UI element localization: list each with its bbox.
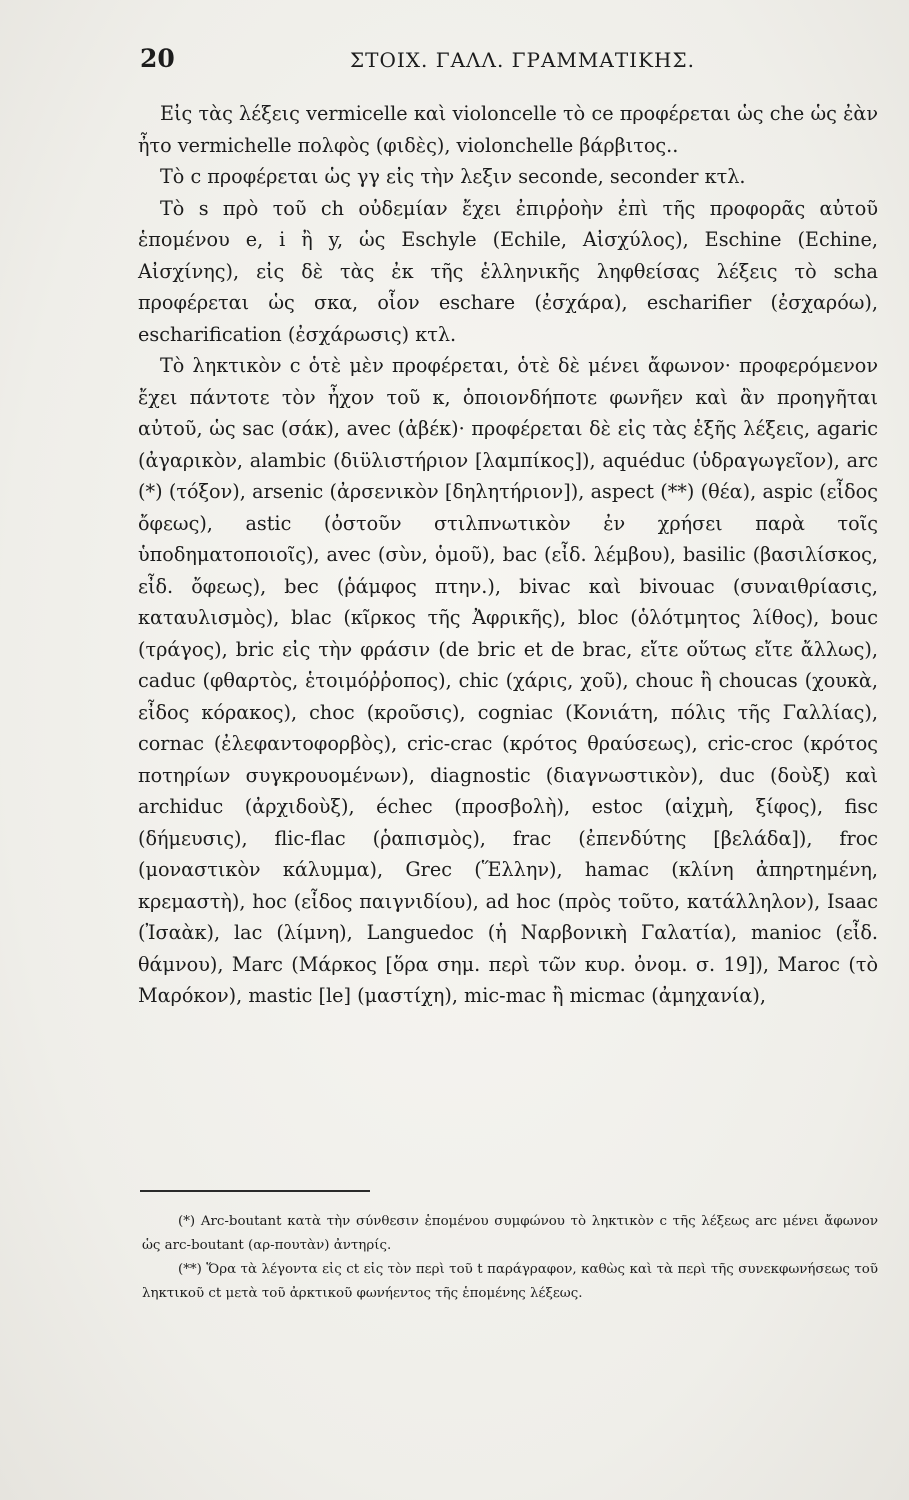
page-header [140, 44, 880, 84]
footnote-rule [140, 1190, 370, 1192]
page-number: 20 [140, 44, 175, 73]
paragraph: Εἰς τὰς λέξεις vermicelle καὶ violoncelle τὸ ce προφέρεται ὡς che ὡς ἐὰν ἦτο vermichelle πολφὸς (φιδὲς), violonchelle βάρβιτος.. [138, 102, 878, 157]
footnote: (*) Arc-boutant κατὰ τὴν σύνθεσιν ἑπομένου συμφώνου τὸ ληκτικὸν c τῆς λέξεως arc μένει ἄφωνον ὡς arc-boutant (αρ-πουτὰν) ἀντηρίς. [142, 1214, 878, 1253]
paragraph: Τὸ s πρὸ τοῦ ch οὐδεμίαν ἔχει ἐπιρῥοὴν ἐπὶ τῆς προφορᾶς αὐτοῦ ἑπομένου e, i ἢ y, ὡς Eschyle (Echile, Αἰσχύλος), Eschine (Echine, Αἰσχίνης), εἰς δὲ τὰς ἐκ τῆς ἑλληνικῆς ληφθείσας λέξεις τὸ scha προφέρεται ὡς σκα, οἷον eschare (ἐσχάρα), escharifier (ἐσχαρόω), escharification (ἐσχάρωσις) κτλ. [138, 196, 878, 346]
running-title: ΣΤΟΙΧ. ΓΑΛΛ. ΓΡΑΜΜΑΤΙΚΗΣ. [350, 48, 695, 72]
footnotes [142, 1210, 878, 1306]
paragraph: Τὸ ληκτικὸν c ὁτὲ μὲν προφέρεται, ὁτὲ δὲ μένει ἄφωνον· προφερόμενον ἔχει πάντοτε τὸν ἦχον τοῦ κ, ὁποιονδήποτε φωνῆεν καὶ ἂν προηγῆται αὐτοῦ, ὡς sac (σάκ), avec (ἀβέκ)· προφέρεται δὲ εἰς τὰς ἑξῆς λέξεις, agaric (ἀγαρικὸν, alambic (διϋλιστήριον [λαμπίκος]), aquéduc (ὑδραγωγεῖον), arc (*) (τόξον), arsenic (ἀρσενικὸν [δηλητήριον]), aspect (**) (θέα), aspic (εἶδος ὄφεως), astic (ὀστοῦν στιλπνωτικὸν ἐν χρήσει παρὰ τοῖς ὑποδηματοποιοῖς), avec (σὺν, ὁμοῦ), bac (εἶδ. λέμβου), basilic (βασιλίσκος, εἶδ. ὄφεως), bec (ῥάμφος πτην.), bivac καὶ bivouac (συναιθρίασις, καταυλισμὸς), blac (κῖρκος τῆς Ἀφρικῆς), bloc (ὁλότμητος λίθος), bouc (τράγος), bric εἰς τὴν φράσιν (de bric et de brac, εἴτε οὕτως εἴτε ἄλλως), caduc (φθαρτὸς, ἑτοιμόῤῥοπος), chic (χάρις, χοῦ), chouc ἢ choucas (χουκὰ, εἶδος κόρακος), choc (κροῦσις), cogniac (Κονιάτη, πόλις τῆς Γαλλίας), cornac (ἐλεφαντοφορβὸς), cric-crac (κρότος θραύσεως), cric-croc (κρότος ποτηρίων συγκρουομένων), diagnostic (διαγνωστικὸν), duc (δοὺξ) καὶ archiduc (ἀρχιδοὺξ), échec (προσβολὴ), estoc (αἰχμὴ, ξίφος), fisc (δήμευσις), flic-flac (ῥαπισμὸς), frac (ἐπενδύτης [βελάδα]), froc (μοναστικὸν κάλυμμα), Grec (Ἕλλην), hamac (κλίνη ἀπηρτημένη, κρεμαστὴ), hoc (εἶδος παιγνιδίου), ad hoc (πρὸς τοῦτο, κατάλληλον), Isaac (Ἰσαὰκ), lac (λίμνη), Languedoc (ἡ Ναρβονικὴ Γαλατία), manioc (εἶδ. θάμνου), Marc (Μάρκος [ὅρα σημ. περὶ τῶν κυρ. ὀνομ. σ. 19]), Maroc (τὸ Μαρόκον), mastic [le] (μαστίχη), mic-mac ἢ micmac (ἀμηχανία), [138, 354, 878, 1007]
footnote: (**) Ὅρα τὰ λέγοντα εἰς ct εἰς τὸν περὶ τοῦ t παράγραφον, καθὼς καὶ τὰ περὶ τῆς συνεκφωνήσεως τοῦ ληκτικοῦ ct μετὰ τοῦ ἀρκτικοῦ φωνήεντος τῆς ἑπομένης λέξεως. [142, 1262, 878, 1301]
main-text [138, 98, 878, 1012]
paragraph: Τὸ c προφέρεται ὡς γγ εἰς τὴν λεξιν seconde, seconder κτλ. [160, 165, 746, 188]
